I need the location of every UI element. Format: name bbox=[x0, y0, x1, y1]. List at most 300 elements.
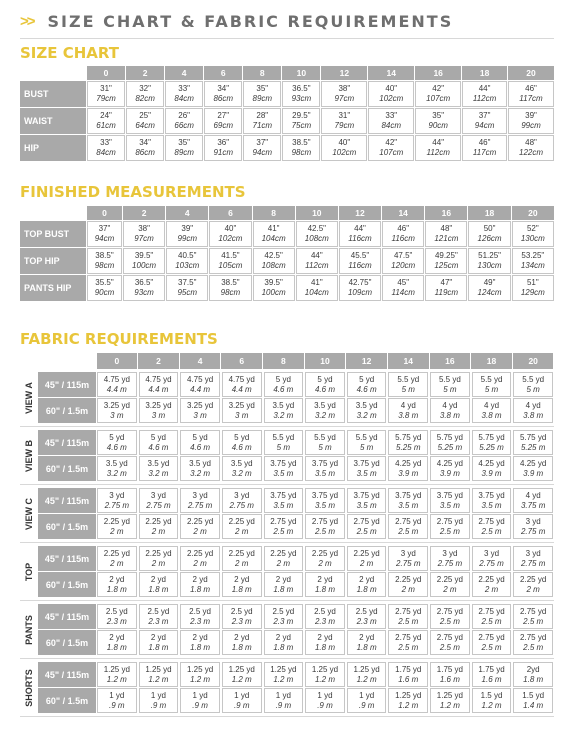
value-inches: 46" bbox=[525, 84, 537, 93]
value-meters: 1.8 m bbox=[190, 642, 211, 652]
value-meters: 5 m bbox=[401, 384, 415, 394]
finished-measurements-table bbox=[19, 205, 555, 302]
measure-cell bbox=[87, 135, 125, 161]
fabric-cell bbox=[472, 514, 512, 539]
measure-cell bbox=[126, 81, 164, 107]
measure-cell bbox=[282, 81, 320, 107]
value-inches: 42.5" bbox=[264, 251, 283, 260]
value-yards: 5 yd bbox=[275, 374, 291, 384]
value-meters: 2.3 m bbox=[106, 616, 127, 626]
measure-cell bbox=[123, 248, 165, 274]
view-label-text: TOP bbox=[24, 562, 34, 582]
value-meters: 2 m bbox=[193, 558, 207, 568]
view-label bbox=[20, 430, 38, 482]
value-meters: 2 m bbox=[401, 584, 415, 594]
measure-cell bbox=[462, 81, 507, 107]
value-cm: 79cm bbox=[334, 121, 355, 130]
view-label-text: PANTS bbox=[24, 615, 34, 645]
value-yards: 3 yd bbox=[525, 548, 541, 558]
value-yards: 4.75 yd bbox=[186, 374, 214, 384]
measure-cell bbox=[126, 108, 164, 134]
value-cm: 119cm bbox=[434, 288, 459, 297]
fabric-cell bbox=[305, 372, 345, 397]
value-meters: 3.2 m bbox=[148, 468, 169, 478]
fabric-cell bbox=[347, 604, 387, 629]
value-yards: 5.75 yd bbox=[520, 432, 547, 442]
value-meters: 3.2 m bbox=[356, 410, 377, 420]
value-yards: 2.75 yd bbox=[395, 606, 422, 616]
value-yards: 2.75 yd bbox=[270, 516, 297, 526]
value-meters: 2.5 m bbox=[481, 526, 502, 536]
measure-cell bbox=[165, 81, 203, 107]
value-meters: 4.4 m bbox=[106, 384, 127, 394]
value-inches: 42.75" bbox=[348, 278, 372, 287]
value-yards: 3.5 yd bbox=[272, 400, 295, 410]
value-meters: 3.9 m bbox=[523, 468, 544, 478]
value-meters: 2.5 m bbox=[273, 526, 294, 536]
view-label-text: VIEW A bbox=[24, 382, 35, 414]
value-inches: 48" bbox=[440, 224, 453, 233]
value-meters: 3.5 m bbox=[398, 500, 419, 510]
value-yards: 2yd bbox=[526, 664, 540, 674]
value-cm: 97cm bbox=[134, 234, 154, 243]
fabric-size-header-0: 0 bbox=[97, 353, 138, 369]
fabric-size-header-12: 12 bbox=[346, 353, 387, 369]
value-cm: 130cm bbox=[520, 234, 545, 243]
value-meters: 2.3 m bbox=[148, 616, 169, 626]
value-cm: 94cm bbox=[252, 148, 273, 157]
value-meters: 1.2 m bbox=[439, 700, 460, 710]
value-meters: 2.75 m bbox=[520, 526, 546, 536]
value-cm: 125cm bbox=[434, 261, 459, 270]
fabric-cell bbox=[264, 398, 304, 423]
measure-cell bbox=[87, 275, 122, 301]
value-meters: 1.8 m bbox=[273, 584, 294, 594]
fabric-view-view-b bbox=[20, 430, 554, 482]
value-meters: 5 m bbox=[526, 384, 540, 394]
measure-cell bbox=[339, 275, 381, 301]
value-meters: 1.2 m bbox=[190, 674, 211, 684]
fabric-cell bbox=[139, 514, 179, 539]
value-inches: 50" bbox=[483, 224, 496, 233]
fabric-size-header-14: 14 bbox=[388, 353, 429, 369]
value-meters: 3.2 m bbox=[273, 410, 294, 420]
fabric-cell bbox=[513, 514, 553, 539]
value-cm: 103cm bbox=[175, 261, 200, 270]
value-yards: 3.75 yd bbox=[311, 490, 339, 500]
measure-cell bbox=[282, 135, 320, 161]
value-yards: 5.75 yd bbox=[478, 432, 505, 442]
size-header-16: 16 bbox=[425, 206, 467, 220]
value-meters: .9 m bbox=[109, 700, 125, 710]
fabric-row bbox=[38, 662, 554, 687]
fabric-cell bbox=[305, 398, 345, 423]
value-yards: 3.5 yd bbox=[105, 458, 128, 468]
size-header-row bbox=[20, 206, 554, 220]
fabric-row bbox=[38, 398, 554, 423]
value-meters: 3.5 m bbox=[481, 500, 502, 510]
value-meters: 1.2 m bbox=[356, 674, 377, 684]
fabric-size-header-16: 16 bbox=[430, 353, 471, 369]
measure-cell bbox=[165, 135, 203, 161]
measure-cell bbox=[508, 135, 554, 161]
finished-measurements-title: FINISHED MEASUREMENTS bbox=[20, 183, 246, 201]
value-yards: 4.25 yd bbox=[395, 458, 422, 468]
fabric-size-header-20: 20 bbox=[513, 353, 554, 369]
view-divider bbox=[20, 658, 554, 659]
size-header-2: 2 bbox=[126, 66, 164, 80]
fabric-row bbox=[38, 630, 554, 655]
fabric-cell bbox=[264, 546, 304, 571]
measure-cell bbox=[243, 108, 281, 134]
value-yards: 1.5 yd bbox=[522, 690, 545, 700]
fabric-cell bbox=[472, 456, 512, 481]
row-label-pants-hip: PANTS HIP bbox=[20, 275, 86, 301]
value-meters: 2.5 m bbox=[481, 642, 502, 652]
fabric-row bbox=[38, 604, 554, 629]
value-yards: 3 yd bbox=[234, 490, 250, 500]
value-yards: 2.5 yd bbox=[189, 606, 211, 616]
fabric-row bbox=[38, 546, 554, 571]
measure-cell bbox=[468, 275, 510, 301]
measure-cell bbox=[87, 81, 125, 107]
value-meters: 3.5 m bbox=[439, 500, 460, 510]
value-meters: 2.75 m bbox=[396, 558, 421, 568]
fabric-cell bbox=[472, 662, 512, 687]
value-meters: 1.8 m bbox=[148, 642, 169, 652]
fabric-cell bbox=[180, 398, 220, 423]
size-header-2: 2 bbox=[123, 206, 165, 220]
value-yards: 3.5 yd bbox=[230, 458, 253, 468]
value-cm: 64cm bbox=[135, 121, 155, 130]
fabric-cell bbox=[97, 456, 137, 481]
value-yards: 1.75 yd bbox=[395, 664, 422, 674]
value-cm: 66cm bbox=[174, 121, 194, 130]
value-yards: 5.5 yd bbox=[438, 374, 461, 384]
fabric-cell bbox=[347, 430, 387, 455]
value-meters: 5.25 m bbox=[437, 442, 463, 452]
value-yards: 1 yd bbox=[317, 690, 333, 700]
value-yards: 4.75 yd bbox=[228, 374, 255, 384]
value-yards: 1.25 yd bbox=[311, 664, 339, 674]
fabric-cell bbox=[388, 688, 428, 713]
fabric-cell bbox=[97, 662, 137, 687]
view-label bbox=[20, 488, 38, 540]
value-inches: 40" bbox=[338, 138, 351, 147]
value-meters: 4.6 m bbox=[106, 442, 127, 452]
value-yards: 3.25 yd bbox=[145, 400, 172, 410]
value-yards: 2.5 yd bbox=[230, 606, 253, 616]
value-yards: 2.75 yd bbox=[520, 632, 547, 642]
value-meters: .9 m bbox=[233, 700, 250, 710]
size-header-8: 8 bbox=[253, 206, 295, 220]
fabric-cell bbox=[430, 456, 470, 481]
fabric-cell bbox=[180, 488, 220, 513]
measure-cell bbox=[253, 221, 295, 247]
measure-row bbox=[20, 275, 554, 301]
value-meters: 2.75 m bbox=[479, 558, 504, 568]
value-yards: 2.75 yd bbox=[436, 516, 464, 526]
value-yards: 4.75 yd bbox=[145, 374, 172, 384]
value-meters: 2.3 m bbox=[190, 616, 211, 626]
fabric-cell bbox=[347, 372, 387, 397]
value-inches: 34" bbox=[139, 138, 151, 147]
value-meters: .9 m bbox=[150, 700, 167, 710]
value-cm: 117cm bbox=[472, 148, 497, 157]
fabric-cell bbox=[305, 688, 345, 713]
value-meters: 2.5 m bbox=[439, 616, 460, 626]
fabric-cell bbox=[513, 572, 553, 597]
value-cm: 97cm bbox=[334, 94, 355, 103]
value-cm: 116cm bbox=[348, 234, 372, 243]
value-yards: 2.25 yd bbox=[311, 548, 339, 558]
value-inches: 35" bbox=[432, 111, 445, 120]
fabric-cell bbox=[388, 572, 428, 597]
value-meters: 3.5 m bbox=[273, 468, 294, 478]
measure-cell bbox=[87, 248, 122, 274]
value-yards: 5.75 yd bbox=[395, 432, 422, 442]
value-meters: 2 m bbox=[151, 526, 166, 536]
value-cm: 89cm bbox=[252, 94, 273, 103]
value-cm: 116cm bbox=[391, 234, 415, 243]
fabric-width-label: 60" / 1.5m bbox=[38, 398, 96, 423]
value-inches: 42.5" bbox=[307, 224, 327, 233]
value-inches: 40" bbox=[385, 84, 398, 93]
value-inches: 37" bbox=[478, 111, 491, 120]
value-meters: 5 m bbox=[318, 442, 332, 452]
fabric-cell bbox=[388, 456, 428, 481]
value-inches: 31" bbox=[338, 111, 351, 120]
value-yards: 2.75 yd bbox=[395, 632, 422, 642]
fabric-view-view-a bbox=[20, 372, 554, 424]
value-yards: 1.25 yd bbox=[353, 664, 380, 674]
value-cm: 90cm bbox=[428, 121, 448, 130]
value-yards: 2.25 yd bbox=[353, 548, 380, 558]
page-title: SIZE CHART & FABRIC REQUIREMENTS bbox=[47, 11, 454, 31]
value-yards: 3 yd bbox=[442, 548, 458, 558]
fabric-cell bbox=[388, 662, 428, 687]
value-yards: 5.5 yd bbox=[522, 374, 545, 384]
value-cm: 94cm bbox=[94, 234, 115, 243]
value-inches: 38.5" bbox=[292, 138, 311, 147]
value-meters: 3.8 m bbox=[439, 410, 460, 420]
value-yards: 2 yd bbox=[192, 632, 208, 642]
value-inches: 31" bbox=[100, 84, 112, 93]
measure-cell bbox=[339, 221, 381, 247]
fabric-width-label: 45" / 115m bbox=[38, 372, 96, 397]
view-label-text: SHORTS bbox=[24, 669, 35, 707]
value-yards: 3.5 yd bbox=[355, 400, 378, 410]
value-yards: 4.25 yd bbox=[478, 458, 505, 468]
value-meters: 5.25 m bbox=[520, 442, 546, 452]
value-yards: 1.25 yd bbox=[145, 664, 172, 674]
value-meters: 2.5 m bbox=[398, 526, 419, 536]
value-yards: 3.5 yd bbox=[189, 458, 211, 468]
fabric-cell bbox=[139, 630, 179, 655]
value-yards: 5 yd bbox=[359, 374, 375, 384]
value-yards: 2.25 yd bbox=[520, 574, 547, 584]
measure-cell bbox=[87, 221, 122, 247]
value-yards: 3.25 yd bbox=[186, 400, 214, 410]
value-cm: 107cm bbox=[426, 94, 451, 103]
fabric-cell bbox=[222, 662, 262, 687]
measure-cell bbox=[209, 221, 251, 247]
fabric-cell bbox=[305, 456, 345, 481]
value-inches: 45.5" bbox=[350, 251, 370, 260]
value-meters: 2 m bbox=[235, 526, 249, 536]
fabric-cell bbox=[305, 572, 345, 597]
value-cm: 126cm bbox=[477, 234, 502, 243]
value-cm: 108cm bbox=[304, 234, 329, 243]
value-yards: 5 yd bbox=[234, 432, 250, 442]
fabric-cell bbox=[180, 604, 220, 629]
value-yards: 2 yd bbox=[234, 574, 250, 584]
measure-cell bbox=[321, 81, 367, 107]
value-meters: 2.5 m bbox=[439, 642, 460, 652]
fabric-cell bbox=[347, 688, 387, 713]
fabric-cell bbox=[347, 572, 387, 597]
view-divider bbox=[20, 542, 554, 543]
size-header-10: 10 bbox=[282, 66, 320, 80]
value-cm: 102cm bbox=[332, 148, 357, 157]
value-yards: 1.25 yd bbox=[186, 664, 214, 674]
value-yards: 3 yd bbox=[109, 490, 125, 500]
fabric-cell bbox=[513, 398, 553, 423]
fabric-cell bbox=[430, 688, 470, 713]
value-meters: 3.8 m bbox=[481, 410, 502, 420]
value-yards: 2.75 yd bbox=[520, 606, 547, 616]
value-cm: 102cm bbox=[218, 234, 243, 243]
value-meters: 3.5 m bbox=[273, 500, 294, 510]
value-inches: 36" bbox=[217, 138, 230, 147]
value-yards: 4.75 yd bbox=[103, 374, 130, 384]
value-inches: 44" bbox=[478, 84, 491, 93]
measure-cell bbox=[123, 221, 165, 247]
fabric-cell bbox=[97, 514, 137, 539]
value-meters: 3.2 m bbox=[231, 468, 252, 478]
fabric-cell bbox=[264, 488, 304, 513]
value-meters: 3.5 m bbox=[356, 500, 377, 510]
fabric-cell bbox=[305, 662, 345, 687]
fabric-cell bbox=[472, 546, 512, 571]
fabric-cell bbox=[180, 372, 220, 397]
value-yards: 5 yd bbox=[150, 432, 166, 442]
value-inches: 35.5" bbox=[95, 278, 114, 287]
value-meters: 5 m bbox=[276, 442, 291, 452]
view-label bbox=[20, 604, 38, 656]
measure-cell bbox=[209, 248, 251, 274]
fabric-cell bbox=[139, 662, 179, 687]
value-meters: 4.4 m bbox=[231, 384, 252, 394]
fabric-cell bbox=[430, 630, 470, 655]
value-inches: 24" bbox=[100, 111, 112, 120]
fabric-cell bbox=[180, 688, 220, 713]
value-cm: 75cm bbox=[291, 121, 312, 130]
fabric-cell bbox=[430, 398, 470, 423]
value-inches: 49" bbox=[483, 278, 496, 287]
value-meters: 1.8 m bbox=[314, 584, 335, 594]
measure-cell bbox=[339, 248, 381, 274]
value-yards: 2 yd bbox=[150, 574, 166, 584]
fabric-cell bbox=[430, 430, 470, 455]
value-yards: 2.5 yd bbox=[355, 606, 378, 616]
fabric-cell bbox=[513, 456, 553, 481]
value-inches: 51" bbox=[526, 278, 539, 287]
value-cm: 84cm bbox=[381, 121, 402, 130]
value-inches: 37.5" bbox=[178, 278, 197, 287]
measure-cell bbox=[296, 248, 338, 274]
value-meters: 3.2 m bbox=[190, 468, 211, 478]
value-yards: 2.25 yd bbox=[186, 548, 214, 558]
value-yards: 1 yd bbox=[109, 690, 125, 700]
value-yards: 1 yd bbox=[192, 690, 208, 700]
value-yards: 2.75 yd bbox=[395, 516, 422, 526]
measure-cell bbox=[204, 108, 242, 134]
fabric-cell bbox=[222, 430, 262, 455]
value-meters: 1.8 m bbox=[106, 584, 127, 594]
value-meters: 1.8 m bbox=[523, 674, 544, 684]
fabric-cell bbox=[513, 488, 553, 513]
value-yards: 5.5 yd bbox=[397, 374, 420, 384]
value-meters: 3.9 m bbox=[439, 468, 460, 478]
value-meters: 3.8 m bbox=[398, 410, 419, 420]
fabric-width-label: 60" / 1.5m bbox=[38, 630, 96, 655]
fabric-cell bbox=[472, 488, 512, 513]
value-cm: 86cm bbox=[135, 148, 155, 157]
value-cm: 108cm bbox=[261, 261, 286, 270]
value-meters: 1.2 m bbox=[481, 700, 502, 710]
fabric-cell bbox=[388, 488, 428, 513]
fabric-cell bbox=[222, 514, 262, 539]
fabric-cell bbox=[430, 572, 470, 597]
value-meters: 3 m bbox=[235, 410, 249, 420]
value-yards: 2 yd bbox=[317, 632, 333, 642]
row-label-waist: WAIST bbox=[20, 108, 86, 134]
measure-cell bbox=[321, 108, 367, 134]
value-yards: 2 yd bbox=[359, 574, 375, 584]
fabric-cell bbox=[472, 398, 512, 423]
measure-cell bbox=[462, 108, 507, 134]
value-yards: 3.75 yd bbox=[270, 490, 297, 500]
value-meters: 5.25 m bbox=[479, 442, 504, 452]
measure-cell bbox=[296, 275, 338, 301]
measure-cell bbox=[204, 135, 242, 161]
value-yards: 3 yd bbox=[400, 548, 416, 558]
value-yards: 1.25 yd bbox=[228, 664, 255, 674]
measure-cell bbox=[87, 108, 125, 134]
value-yards: 1.25 yd bbox=[103, 664, 130, 674]
view-label bbox=[20, 546, 38, 598]
fabric-cell bbox=[472, 430, 512, 455]
value-meters: 4.4 m bbox=[190, 384, 211, 394]
fabric-cell bbox=[388, 398, 428, 423]
value-inches: 34" bbox=[217, 84, 230, 93]
fabric-cell bbox=[264, 572, 304, 597]
fabric-cell bbox=[139, 398, 179, 423]
value-yards: 2 yd bbox=[109, 574, 125, 584]
value-meters: 2.3 m bbox=[231, 616, 252, 626]
measure-cell bbox=[126, 135, 164, 161]
size-header-20: 20 bbox=[512, 206, 554, 220]
value-inches: 25" bbox=[139, 111, 151, 120]
measure-cell bbox=[296, 221, 338, 247]
fabric-cell bbox=[305, 546, 345, 571]
fabric-cell bbox=[264, 456, 304, 481]
value-yards: 2.5 yd bbox=[147, 606, 170, 616]
value-yards: 5 yd bbox=[192, 432, 208, 442]
value-meters: 5 m bbox=[359, 442, 374, 452]
value-meters: 2.5 m bbox=[314, 526, 335, 536]
